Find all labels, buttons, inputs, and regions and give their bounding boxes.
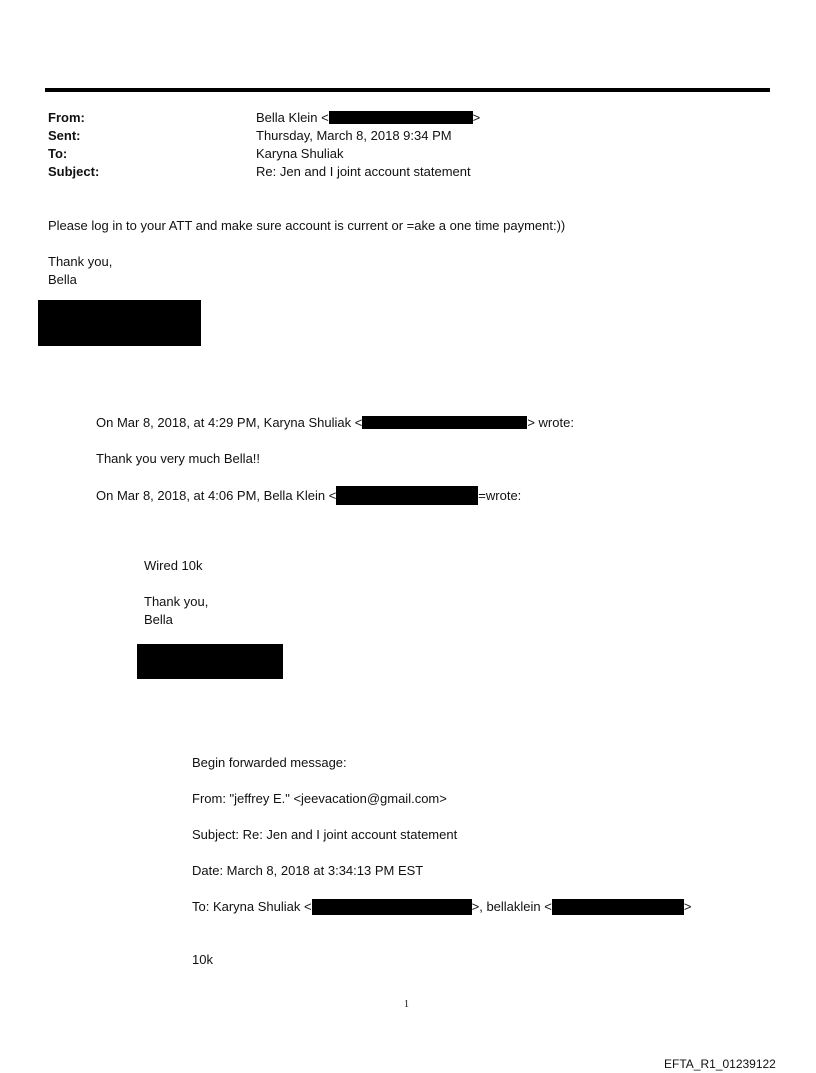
quote2-signature: Bella xyxy=(144,612,173,627)
quote1-header-suffix: wrote: xyxy=(538,415,574,430)
document-id: EFTA_R1_01239122 xyxy=(664,1057,776,1071)
forwarded-to-middle: , bellaklein xyxy=(479,899,541,914)
quote2-header-suffix: =wrote: xyxy=(478,488,522,503)
quote2-header xyxy=(96,486,521,505)
quote2-thanks: Thank you, xyxy=(144,594,209,609)
sent-value: Thursday, March 8, 2018 9:34 PM xyxy=(256,128,452,143)
body-signature: Bella xyxy=(48,272,77,287)
forwarded-to xyxy=(192,898,691,915)
forwarded-intro: Begin forwarded message: xyxy=(192,755,347,770)
quote1-text: Thank you very much Bella!! xyxy=(96,451,261,466)
to-value: Karyna Shuliak xyxy=(256,146,344,161)
redaction-bar xyxy=(362,416,527,429)
quote2-text: Wired 10k xyxy=(144,558,203,573)
to-label: To: xyxy=(48,146,68,161)
forwarded-body: 10k xyxy=(192,952,213,967)
subject-value: Re: Jen and I joint account statement xyxy=(256,164,471,179)
forwarded-subject: Subject: Re: Jen and I joint account statement xyxy=(192,827,458,842)
forwarded-to-prefix: To: Karyna Shuliak xyxy=(192,899,301,914)
gt-glyph: > xyxy=(472,110,481,125)
lt-glyph: < xyxy=(321,110,329,125)
redacted-signature-block xyxy=(137,644,283,679)
forwarded-date: Date: March 8, 2018 at 3:34:13 PM EST xyxy=(192,863,424,878)
redaction-bar xyxy=(336,486,478,505)
from-label: From: xyxy=(48,110,85,125)
lt-glyph: < xyxy=(304,899,312,914)
body-text: Please log in to your ATT and make sure account is current or =ake a one time payment:)) xyxy=(48,218,566,233)
quote1-header xyxy=(96,414,574,431)
gt-glyph: > xyxy=(471,899,480,914)
from-value xyxy=(256,109,480,126)
redaction-bar xyxy=(329,111,473,124)
header-divider xyxy=(45,88,770,92)
quote2-header-prefix: On Mar 8, 2018, at 4:06 PM, Bella Klein xyxy=(96,488,326,503)
redacted-signature-block xyxy=(38,300,201,346)
gt-glyph: > xyxy=(683,899,692,914)
from-name: Bella Klein xyxy=(256,110,318,125)
sent-label: Sent: xyxy=(48,128,81,143)
lt-glyph: < xyxy=(328,488,337,503)
redaction-bar xyxy=(312,899,472,915)
redaction-bar xyxy=(552,899,684,915)
page-number: 1 xyxy=(404,999,409,1010)
subject-label: Subject: xyxy=(48,164,100,179)
lt-glyph: < xyxy=(544,899,552,914)
gt-glyph: > xyxy=(527,415,535,430)
forwarded-from: From: "jeffrey E." <jeevacation@gmail.com> xyxy=(192,791,447,806)
quote1-header-prefix: On Mar 8, 2018, at 4:29 PM, Karyna Shuliak xyxy=(96,415,352,430)
body-thanks: Thank you, xyxy=(48,254,113,269)
lt-glyph: < xyxy=(354,415,363,430)
